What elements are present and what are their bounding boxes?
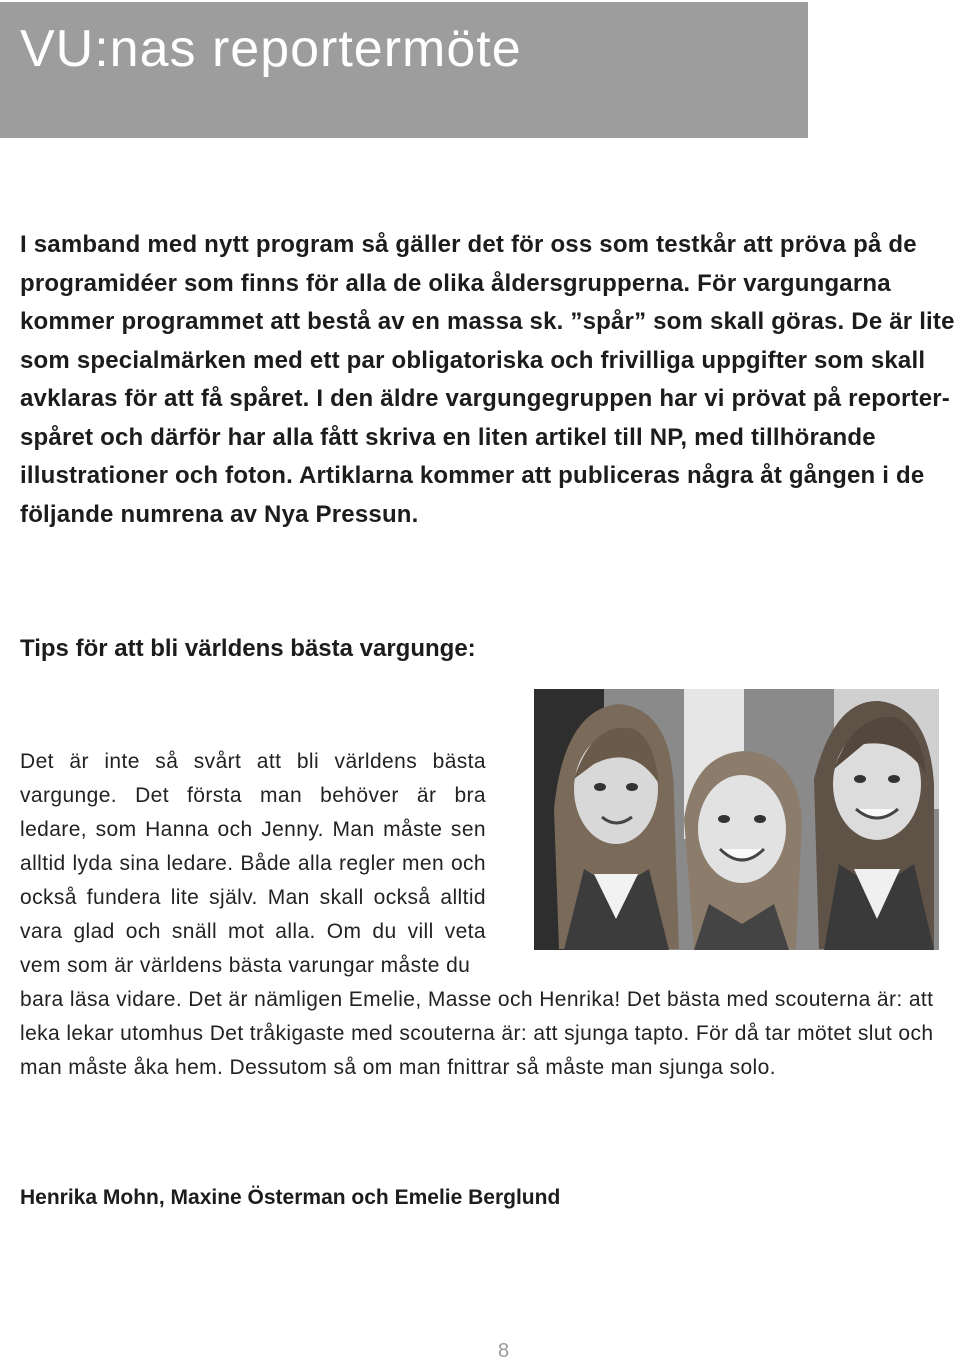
intro-paragraph: I samband med nytt program så gäller det för oss som testkår att pröva på de programidéer som finns för alla de olika åldersgrupperna. För vargungarna kommer programmet att bestå av en massa sk. ”spår” som skall göras. De är lite som specialmärken med ett par obligatoriska och frivilliga uppgifter som skall avklaras för att få spåret. I den äldre vargungegruppen har vi prövat på reporter-spåret och därför har alla fått skriva en liten artikel till NP, med tillhörande illustrationer och foton. Artiklarna kommer att publiceras några åt gången i de följande numrena av Nya Pressun. — [20, 231, 955, 528]
title-banner — [0, 2, 808, 138]
tips-heading: Tips för att bli världens bästa vargunge: — [20, 635, 476, 662]
page-number: 8 — [498, 1340, 510, 1362]
author-byline: Henrika Mohn, Maxine Österman och Emelie Berglund — [20, 1186, 561, 1209]
tips-body-narrow: Det är inte så svårt att bli världens bästa vargunge. Det första man behöver är bra ledare, som Hanna och Jenny. Man måste sen alltid lyda sina ledare. Både alla regler men och också fundera lite själv. Man skall också alltid vara glad och snäll mot alla. Om du vill veta vem som är världens bästa varungar måste du — [20, 750, 486, 977]
tips-body-wide: bara läsa vidare. Det är nämligen Emelie, Masse och Henrika! Det bästa med scouterna är: att leka lekar utomhus Det tråkigaste med scouterna är: att sjunga tapto. För då tar mötet slut och man måste åka hem. Dessutom så om man fnittrar så måste man sjunga solo. — [20, 988, 934, 1079]
page-title: VU:nas reportermöte — [20, 19, 522, 78]
tips-body — [20, 745, 950, 1085]
